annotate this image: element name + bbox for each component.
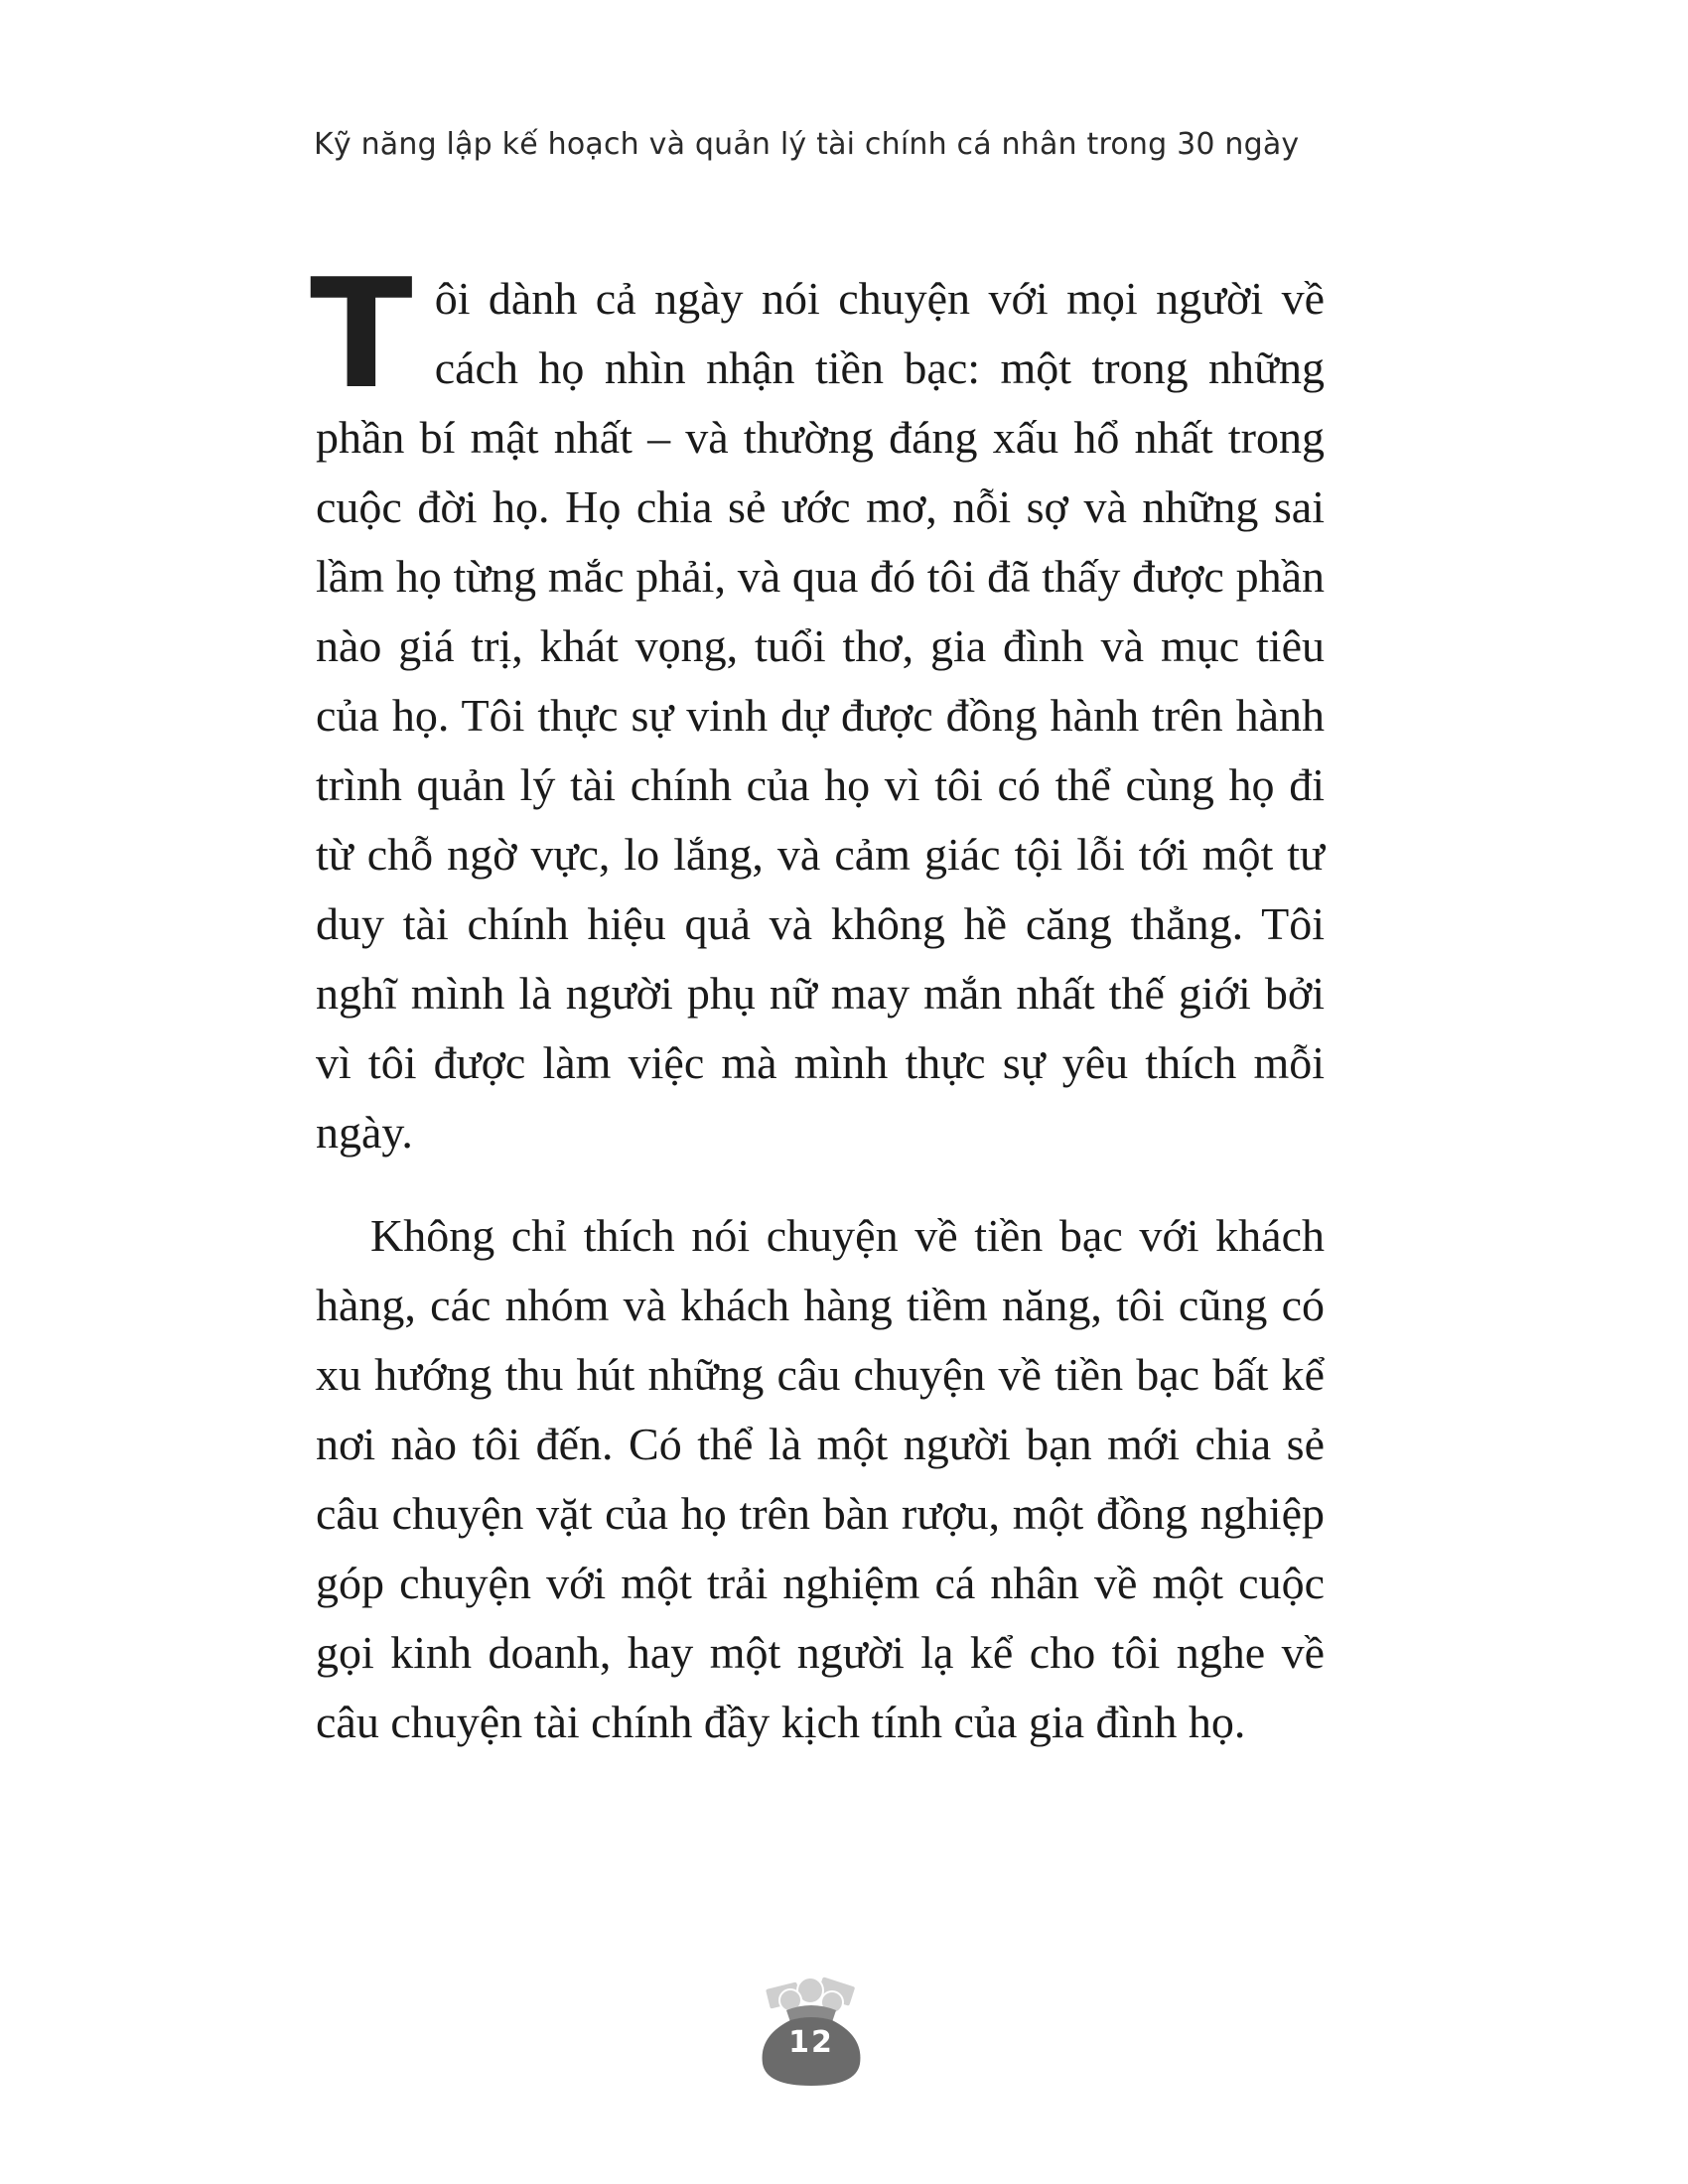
paragraph-1 — [310, 246, 1325, 1167]
paragraph-2: Không chỉ thích nói chuyện về tiền bạc với khách hàng, các nhóm và khách hàng tiềm năng, tôi cũng có xu hướng thu hút những câu chuyện về tiền bạc bất kể nơi nào tôi đến. Có thể là một người bạn mới chia sẻ câu chuyện vặt của họ trên bàn rượu, một đồng nghiệp góp chuyện với một trải nghiệm cá nhân về một cuộc gọi kinh doanh, hay một người lạ kể cho tôi nghe về câu chuyện tài chính đầy kịch tính của gia đình họ. — [316, 1210, 1325, 1747]
running-header: Kỹ năng lập kế hoạch và quản lý tài chính cá nhân trong 30 ngày — [314, 127, 1300, 162]
drop-cap: T — [310, 246, 413, 422]
page-number: 12 — [788, 2025, 834, 2060]
paragraph-1-text: ôi dành cả ngày nói chuyện với mọi người về cách họ nhìn nhận tiền bạc: một trong những phần bí mật nhất – và thường đáng xấu hổ nhất trong cuộc đời họ. Họ chia sẻ ước mơ, nỗi sợ và những sai lầm họ từng mắc phải, và qua đó tôi đã thấy được phần nào giá trị, khát vọng, tuổi thơ, gia đình và mục tiêu của họ. Tôi thực sự vinh dự được đồng hành trên hành trình quản lý tài chính của họ vì tôi có thể cùng họ đi từ chỗ ngờ vực, lo lắng, và cảm giác tội lỗi tới một tư duy tài chính hiệu quả và không hề căng thẳng. Tôi nghĩ mình là người phụ nữ may mắn nhất thế giới bởi vì tôi được làm việc mà mình thực sự yêu thích mỗi ngày. — [316, 273, 1325, 1158]
body-text — [310, 246, 1325, 1757]
